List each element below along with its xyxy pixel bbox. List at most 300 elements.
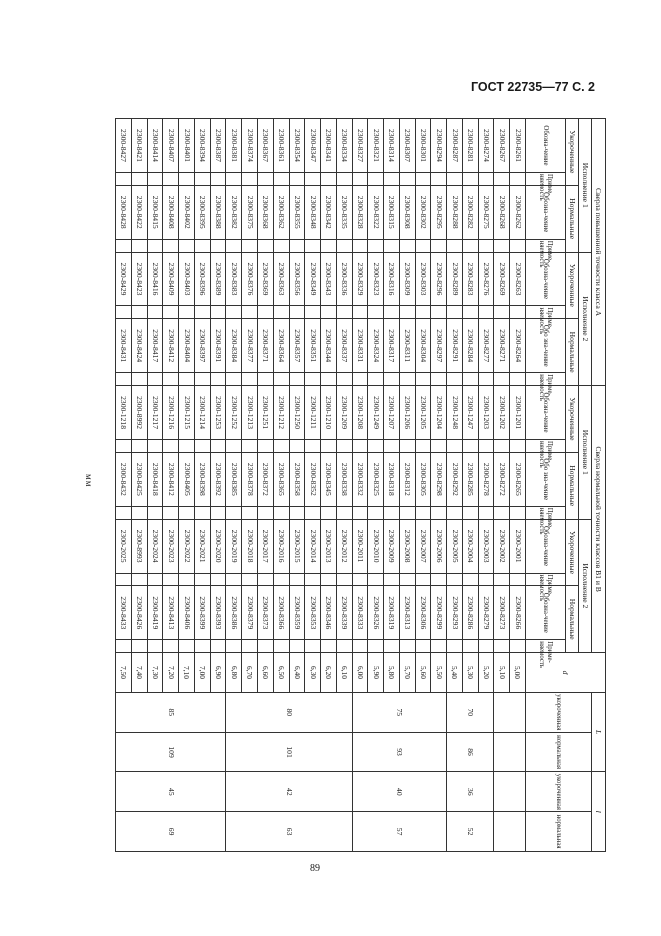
- applicability-cell: [399, 506, 415, 519]
- designation-cell: 2300-8342: [321, 185, 337, 239]
- designation-cell: 2300-1208: [352, 386, 368, 440]
- designation-cell: 2300-2004: [462, 519, 478, 573]
- designation-cell: 2300-1209: [336, 386, 352, 440]
- applicability-cell: [321, 239, 337, 252]
- designation-cell: 2300-8353: [305, 586, 321, 640]
- designation-cell: 2300-8385: [226, 452, 242, 506]
- diameter-cell: 7,50: [116, 653, 132, 693]
- designation-cell: 2300-1216: [163, 386, 179, 440]
- designation-cell: 2300-8313: [399, 586, 415, 640]
- applicability-cell: [510, 306, 526, 319]
- designation-cell: 2300-2021: [194, 519, 210, 573]
- applicability-cell: [415, 172, 431, 185]
- designation-cell: 2300-8392: [210, 452, 226, 506]
- applicability-cell: [226, 172, 242, 185]
- designation-cell: 2300-8412: [163, 452, 179, 506]
- applicability-cell: [462, 573, 478, 586]
- designation-cell: 2300-8314: [384, 119, 400, 173]
- designation-cell: 2300-8422: [131, 185, 147, 239]
- applicability-cell: [131, 172, 147, 185]
- designation-header: Обозна-чение: [526, 119, 566, 173]
- applicability-cell: [289, 239, 305, 252]
- diameter-cell: 7,00: [194, 653, 210, 693]
- designation-cell: 2300-1249: [368, 386, 384, 440]
- designation-cell: 2300-8387: [210, 119, 226, 173]
- designation-cell: 2300-8269: [494, 252, 510, 306]
- designation-cell: 2300-8283: [462, 252, 478, 306]
- applicability-header: Приме-няемость: [526, 440, 566, 453]
- applicability-cell: [352, 373, 368, 386]
- applicability-cell: [242, 506, 258, 519]
- designation-cell: 2300-8265: [510, 452, 526, 506]
- applicability-cell: [352, 172, 368, 185]
- designation-cell: 2300-8333: [352, 586, 368, 640]
- designation-cell: 2300-8267: [494, 119, 510, 173]
- designation-cell: 2300-8418: [147, 452, 163, 506]
- designation-cell: 2300-1205: [415, 386, 431, 440]
- applicability-cell: [194, 506, 210, 519]
- designation-cell: 2300-8301: [415, 119, 431, 173]
- applicability-cell: [194, 640, 210, 653]
- designation-cell: 2300-1203: [478, 386, 494, 440]
- applicability-cell: [179, 573, 195, 586]
- applicability-cell: [494, 172, 510, 185]
- applicability-cell: [116, 373, 132, 386]
- diameter-cell: 6,30: [305, 653, 321, 693]
- applicability-header: Приме-няемость: [526, 640, 566, 653]
- designation-cell: 2300-8377: [242, 319, 258, 373]
- applicability-cell: [321, 573, 337, 586]
- designation-cell: 2300-2006: [431, 519, 447, 573]
- applicability-cell: [179, 306, 195, 319]
- applicability-cell: [131, 640, 147, 653]
- designation-cell: 2300-8394: [194, 119, 210, 173]
- diameter-cell: 5,20: [478, 653, 494, 693]
- designation-cell: 2300-2024: [147, 519, 163, 573]
- designation-cell: 2300-8428: [116, 185, 132, 239]
- designation-cell: 2300-8279: [478, 586, 494, 640]
- applicability-cell: [447, 172, 463, 185]
- designation-cell: 2300-8268: [494, 185, 510, 239]
- applicability-cell: [226, 306, 242, 319]
- designation-cell: 2300-1252: [226, 386, 242, 440]
- designation-cell: 2300-1250: [289, 386, 305, 440]
- applicability-header: Приме-няемость: [526, 306, 566, 319]
- designation-cell: 2300-8276: [478, 252, 494, 306]
- designation-cell: 2300-8323: [368, 252, 384, 306]
- diameter-cell: 6,00: [352, 653, 368, 693]
- designation-cell: 2300-1207: [384, 386, 400, 440]
- applicability-cell: [431, 373, 447, 386]
- applicability-cell: [257, 172, 273, 185]
- designation-header: Обозна-чение: [526, 586, 566, 640]
- designation-cell: 2300-8296: [431, 252, 447, 306]
- table-row: [336, 119, 352, 852]
- applicability-cell: [257, 306, 273, 319]
- table-frame: [115, 118, 606, 852]
- applicability-cell: [242, 440, 258, 453]
- designation-header: Обозна-чение: [526, 252, 566, 306]
- b2-short-header: Укороченные: [566, 519, 579, 586]
- designation-cell: 2300-8413: [163, 586, 179, 640]
- designation-cell: 2300-8396: [194, 252, 210, 306]
- L-short-cell: 85: [116, 692, 226, 732]
- designation-cell: 2300-2023: [163, 519, 179, 573]
- applicability-cell: [210, 440, 226, 453]
- applicability-cell: [510, 373, 526, 386]
- applicability-cell: [447, 373, 463, 386]
- designation-cell: 2300-8308: [399, 185, 415, 239]
- applicability-cell: [210, 306, 226, 319]
- diameter-cell: 5,10: [494, 653, 510, 693]
- applicability-cell: [147, 172, 163, 185]
- applicability-cell: [147, 239, 163, 252]
- designation-cell: 2300-2018: [242, 519, 258, 573]
- applicability-cell: [242, 306, 258, 319]
- designation-cell: 2300-8299: [431, 586, 447, 640]
- applicability-cell: [399, 239, 415, 252]
- b2-normal-header: Нормальные: [566, 586, 579, 653]
- applicability-cell: [194, 440, 210, 453]
- applicability-cell: [478, 440, 494, 453]
- applicability-cell: [305, 239, 321, 252]
- designation-cell: 2300-8334: [336, 119, 352, 173]
- designation-cell: 2300-8307: [399, 119, 415, 173]
- designation-cell: 2300-8371: [257, 319, 273, 373]
- applicability-cell: [305, 506, 321, 519]
- designation-cell: 2300-2005: [447, 519, 463, 573]
- applicability-cell: [336, 573, 352, 586]
- designation-cell: 2300-8368: [257, 185, 273, 239]
- page-header: ГОСТ 22735—77 С. 2: [470, 80, 595, 94]
- applicability-cell: [336, 239, 352, 252]
- applicability-cell: [305, 172, 321, 185]
- applicability-cell: [415, 373, 431, 386]
- applicability-cell: [478, 640, 494, 653]
- designation-cell: 2300-8341: [321, 119, 337, 173]
- table-row: [478, 119, 494, 852]
- applicability-cell: [179, 239, 195, 252]
- applicability-cell: [321, 440, 337, 453]
- applicability-cell: [510, 506, 526, 519]
- designation-cell: 2300-8303: [415, 252, 431, 306]
- applicability-cell: [131, 440, 147, 453]
- designation-cell: 2300-8273: [494, 586, 510, 640]
- designation-cell: 2300-1217: [147, 386, 163, 440]
- designation-cell: 2300-8263: [510, 252, 526, 306]
- designation-cell: 2300-8366: [273, 586, 289, 640]
- applicability-cell: [273, 573, 289, 586]
- diameter-cell: 5,60: [415, 653, 431, 693]
- designation-cell: 2300-8274: [478, 119, 494, 173]
- a2-short-header: Укороченные: [566, 252, 579, 319]
- applicability-cell: [163, 172, 179, 185]
- designation-cell: 2300-8286: [462, 586, 478, 640]
- designation-cell: 2300-2011: [352, 519, 368, 573]
- designation-cell: 2300-8383: [226, 252, 242, 306]
- designation-header: Обозна-чение: [526, 386, 566, 440]
- designation-cell: 2300-8338: [336, 452, 352, 506]
- applicability-cell: [494, 239, 510, 252]
- designation-cell: 2300-8345: [321, 452, 337, 506]
- applicability-cell: [336, 506, 352, 519]
- applicability-cell: [257, 640, 273, 653]
- designation-cell: 2300-8389: [210, 252, 226, 306]
- applicability-cell: [510, 640, 526, 653]
- applicability-cell: [179, 373, 195, 386]
- diameter-cell: 7,40: [131, 653, 147, 693]
- designation-cell: 2300-8275: [478, 185, 494, 239]
- applicability-cell: [431, 640, 447, 653]
- designation-cell: 2300-2015: [289, 519, 305, 573]
- designation-cell: 2300-1210: [321, 386, 337, 440]
- applicability-cell: [510, 440, 526, 453]
- diameter-cell: 6,10: [336, 653, 352, 693]
- applicability-cell: [163, 506, 179, 519]
- applicability-cell: [305, 640, 321, 653]
- designation-cell: 2300-2022: [179, 519, 195, 573]
- applicability-cell: [462, 172, 478, 185]
- applicability-cell: [399, 373, 415, 386]
- designation-cell: 2300-2016: [273, 519, 289, 573]
- designation-cell: 2300-8282: [462, 185, 478, 239]
- designation-cell: 2300-8356: [289, 252, 305, 306]
- applicability-cell: [399, 440, 415, 453]
- l-normal-header: нормальная: [526, 812, 592, 852]
- applicability-cell: [462, 373, 478, 386]
- applicability-cell: [226, 440, 242, 453]
- designation-cell: 2300-8381: [226, 119, 242, 173]
- l-header: l: [592, 772, 606, 852]
- d-header: d: [526, 653, 606, 693]
- applicability-cell: [368, 239, 384, 252]
- designation-cell: 2300-2009: [384, 519, 400, 573]
- designation-cell: 2300-8369: [257, 252, 273, 306]
- applicability-cell: [399, 640, 415, 653]
- a1-normal-header: Нормальные: [566, 185, 579, 252]
- applicability-cell: [289, 172, 305, 185]
- applicability-cell: [273, 239, 289, 252]
- designation-cell: 2300-2017: [257, 519, 273, 573]
- diameter-cell: 6,80: [226, 653, 242, 693]
- applicability-cell: [510, 573, 526, 586]
- diameter-cell: 5,40: [447, 653, 463, 693]
- applicability-cell: [462, 440, 478, 453]
- designation-header: Обозна-чение: [526, 185, 566, 239]
- applicability-cell: [289, 306, 305, 319]
- designation-cell: 2300-8325: [368, 452, 384, 506]
- applicability-cell: [147, 306, 163, 319]
- applicability-cell: [510, 239, 526, 252]
- applicability-cell: [116, 440, 132, 453]
- group-a-header: Сверла повышенной точности класса А: [592, 119, 606, 386]
- applicability-cell: [242, 172, 258, 185]
- designation-cell: 2300-2014: [305, 519, 321, 573]
- applicability-cell: [415, 640, 431, 653]
- designation-cell: 2300-8431: [116, 319, 132, 373]
- applicability-cell: [447, 239, 463, 252]
- applicability-cell: [368, 172, 384, 185]
- applicability-header: Приме-няемость: [526, 373, 566, 386]
- l-normal-cell: 63: [226, 812, 352, 852]
- designation-header: Обозна-чение: [526, 519, 566, 573]
- applicability-cell: [194, 306, 210, 319]
- l-short-cell: 36: [447, 772, 494, 812]
- applicability-cell: [321, 306, 337, 319]
- applicability-cell: [494, 506, 510, 519]
- applicability-cell: [352, 640, 368, 653]
- designation-cell: 2300-8417: [147, 319, 163, 373]
- applicability-cell: [194, 573, 210, 586]
- l-normal-cell: 57: [352, 812, 447, 852]
- designation-cell: 2300-8272: [494, 452, 510, 506]
- applicability-cell: [116, 172, 132, 185]
- designation-cell: 2300-8406: [179, 586, 195, 640]
- designation-cell: 2300-8271: [494, 319, 510, 373]
- table-row: [510, 119, 526, 852]
- designation-cell: 2300-8316: [384, 252, 400, 306]
- designation-cell: 2300-2001: [510, 519, 526, 573]
- applicability-cell: [384, 172, 400, 185]
- applicability-cell: [352, 306, 368, 319]
- applicability-cell: [147, 640, 163, 653]
- l-short-cell: 45: [116, 772, 226, 812]
- applicability-cell: [273, 306, 289, 319]
- designation-cell: 2300-8362: [273, 185, 289, 239]
- designation-cell: 2300-8358: [289, 452, 305, 506]
- applicability-cell: [226, 640, 242, 653]
- group-b-header: Сверла нормальной точности классов В1 и В: [592, 386, 606, 653]
- applicability-cell: [478, 172, 494, 185]
- applicability-cell: [116, 506, 132, 519]
- designation-cell: 2300-8423: [131, 252, 147, 306]
- a1-short-header: Укороченные: [566, 119, 579, 186]
- applicability-cell: [289, 440, 305, 453]
- applicability-cell: [462, 506, 478, 519]
- applicability-cell: [163, 640, 179, 653]
- L-short-cell: 80: [226, 692, 352, 732]
- designation-cell: 2300-8292: [447, 452, 463, 506]
- L-normal-cell: [494, 732, 526, 772]
- applicability-cell: [384, 506, 400, 519]
- diameter-cell: 7,30: [147, 653, 163, 693]
- applicability-cell: [321, 506, 337, 519]
- applicability-cell: [352, 573, 368, 586]
- diameter-cell: 7,20: [163, 653, 179, 693]
- designation-cell: 2300-8336: [336, 252, 352, 306]
- table-row: [210, 119, 226, 852]
- designation-cell: 2300-8424: [131, 319, 147, 373]
- designation-cell: 2300-8378: [242, 452, 258, 506]
- applicability-cell: [116, 573, 132, 586]
- applicability-cell: [226, 239, 242, 252]
- applicability-cell: [147, 573, 163, 586]
- designation-cell: 2300-1213: [242, 386, 258, 440]
- applicability-cell: [305, 373, 321, 386]
- applicability-cell: [384, 306, 400, 319]
- designation-cell: 2300-8402: [179, 185, 195, 239]
- designation-cell: 2300-1206: [399, 386, 415, 440]
- applicability-cell: [289, 573, 305, 586]
- applicability-cell: [447, 306, 463, 319]
- designation-cell: 2300-8404: [179, 319, 195, 373]
- applicability-cell: [384, 640, 400, 653]
- applicability-cell: [510, 172, 526, 185]
- designation-cell: 2300-8315: [384, 185, 400, 239]
- applicability-cell: [431, 306, 447, 319]
- applicability-cell: [226, 373, 242, 386]
- applicability-cell: [368, 306, 384, 319]
- l-normal-cell: 69: [116, 812, 226, 852]
- applicability-cell: [399, 573, 415, 586]
- diameter-cell: 6,90: [210, 653, 226, 693]
- applicability-cell: [336, 172, 352, 185]
- designation-cell: 2300-8322: [368, 185, 384, 239]
- designation-cell: 2300-1214: [194, 386, 210, 440]
- designation-cell: 2300-8399: [194, 586, 210, 640]
- applicability-cell: [478, 239, 494, 252]
- designation-cell: 2300-2010: [368, 519, 384, 573]
- applicability-cell: [257, 239, 273, 252]
- designation-cell: 2300-8352: [305, 452, 321, 506]
- applicability-cell: [399, 306, 415, 319]
- designation-cell: 2300-8427: [116, 119, 132, 173]
- designation-cell: 2300-8374: [242, 119, 258, 173]
- applicability-cell: [242, 573, 258, 586]
- applicability-cell: [179, 640, 195, 653]
- applicability-cell: [352, 506, 368, 519]
- applicability-cell: [131, 373, 147, 386]
- designation-cell: 2300-8421: [131, 119, 147, 173]
- designation-cell: 2300-8382: [226, 185, 242, 239]
- applicability-cell: [494, 573, 510, 586]
- diameter-cell: 5,90: [368, 653, 384, 693]
- designation-cell: 2300-8335: [336, 185, 352, 239]
- b1-normal-header: Нормальные: [566, 452, 579, 519]
- applicability-cell: [431, 172, 447, 185]
- designation-cell: 2300-8304: [415, 319, 431, 373]
- applicability-cell: [494, 373, 510, 386]
- L-normal-cell: 86: [447, 732, 494, 772]
- designation-cell: 2300-8433: [116, 586, 132, 640]
- designation-cell: 2300-1253: [210, 386, 226, 440]
- applicability-cell: [415, 440, 431, 453]
- applicability-cell: [273, 640, 289, 653]
- applicability-cell: [257, 373, 273, 386]
- applicability-cell: [210, 239, 226, 252]
- L-normal-cell: 109: [116, 732, 226, 772]
- L-header: L: [592, 692, 606, 772]
- applicability-cell: [163, 373, 179, 386]
- applicability-cell: [179, 506, 195, 519]
- designation-cell: 2300-8361: [273, 119, 289, 173]
- applicability-cell: [494, 440, 510, 453]
- designation-cell: 2300-1248: [447, 386, 463, 440]
- applicability-cell: [447, 506, 463, 519]
- applicability-cell: [257, 506, 273, 519]
- L-normal-cell: 101: [226, 732, 352, 772]
- applicability-cell: [273, 172, 289, 185]
- designation-cell: 2300-8415: [147, 185, 163, 239]
- designation-cell: 2300-2019: [226, 519, 242, 573]
- designation-cell: 2300-8319: [384, 586, 400, 640]
- designation-cell: 2300-8348: [305, 185, 321, 239]
- applicability-cell: [242, 239, 258, 252]
- l-normal-cell: 52: [447, 812, 494, 852]
- applicability-cell: [210, 373, 226, 386]
- designation-cell: 2300-8277: [478, 319, 494, 373]
- L-short-cell: 75: [352, 692, 447, 732]
